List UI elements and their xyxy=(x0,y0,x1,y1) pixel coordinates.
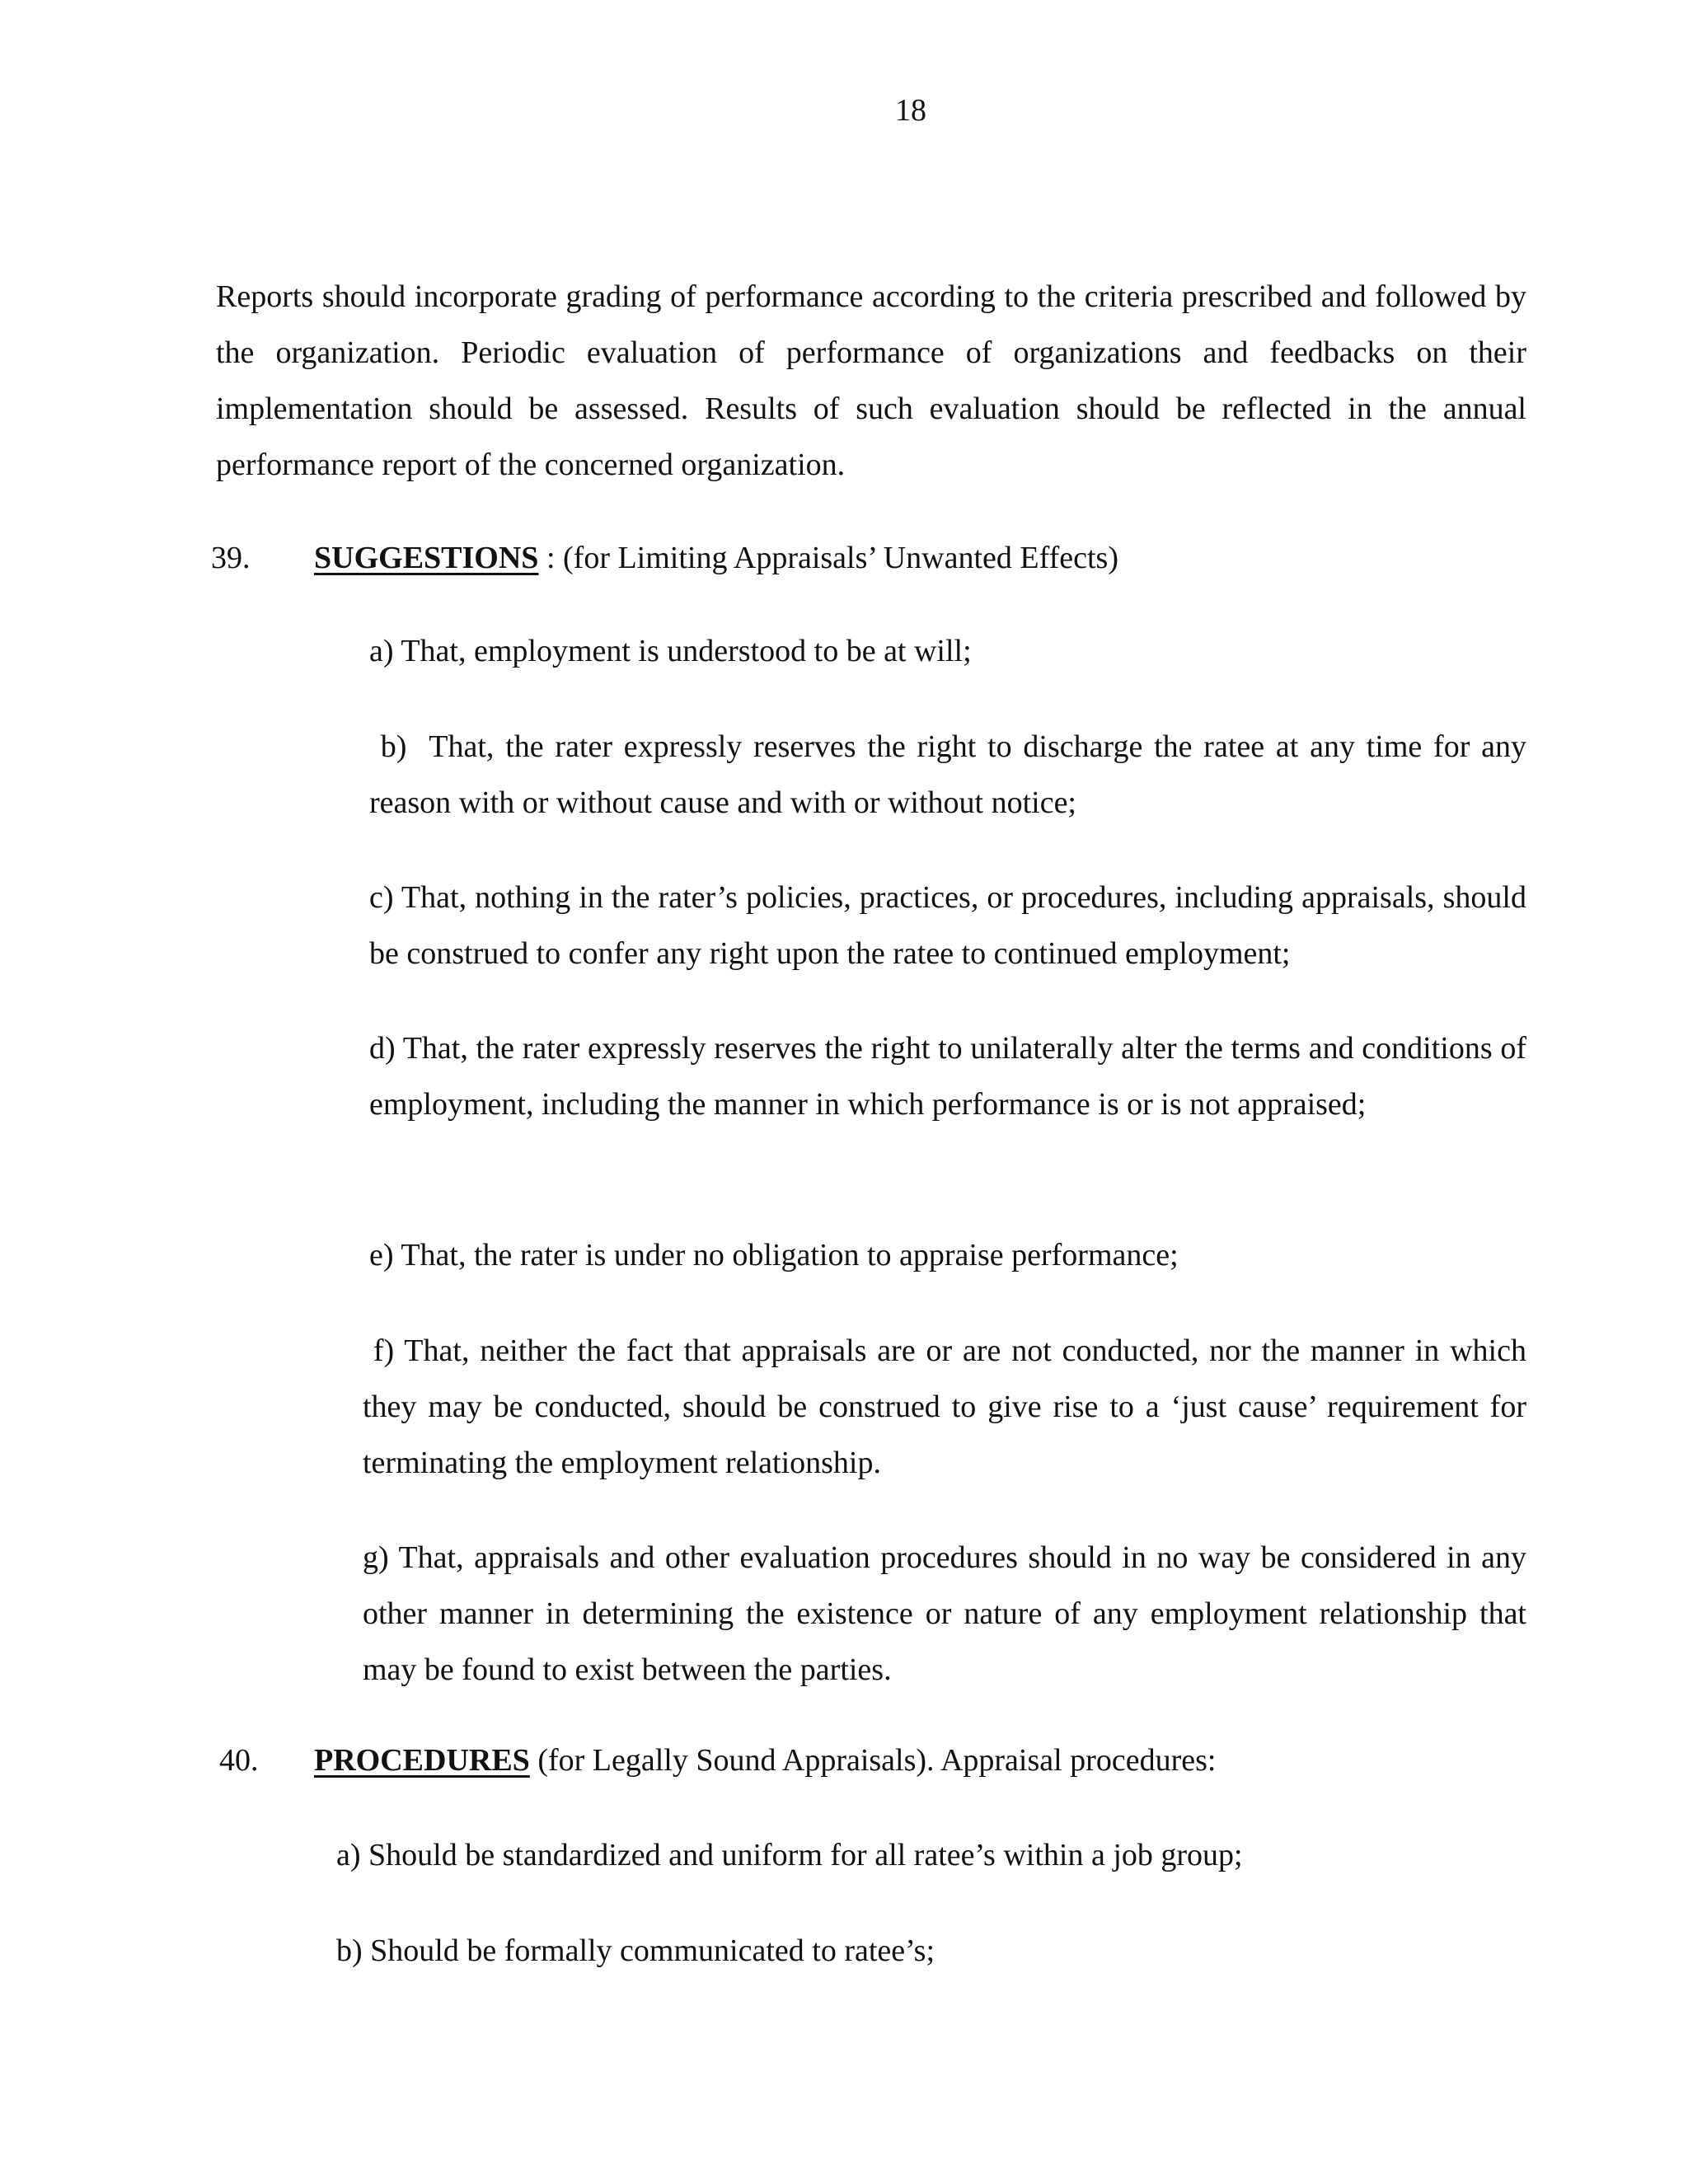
section-40-subtitle: (for Legally Sound Appraisals). Appraisal procedures: xyxy=(529,1743,1217,1778)
section-39-subtitle: : (for Limiting Appraisals’ Unwanted Effects) xyxy=(538,541,1118,575)
section-40-item-a: a) Should be standardized and uniform for all ratee’s within a job group; xyxy=(336,1838,1243,1872)
intro-paragraph: Reports should incorporate grading of performance according to the criteria prescribed and followed by the organization. Periodic evaluation of performance of organizations and feedbacks on their implementation should be assessed. Results of such evaluation should be reflected in the annual performance report of the concerned organization. xyxy=(216,279,1526,482)
section-40-number: 40. xyxy=(219,1743,259,1778)
section-39-item-a: a) That, employment is understood to be at will; xyxy=(369,634,972,668)
section-39-heading-text: SUGGESTIONS xyxy=(314,541,539,575)
page-number: 18 xyxy=(895,93,926,128)
section-39-item-g: g) That, appraisals and other evaluation procedures should in no way be considered in any other manner in determining the existence or nature of any employment relationship that may be found to exist between the parties. xyxy=(363,1540,1526,1687)
section-39-item-b: b) That, the rater expressly reserves the right to discharge the ratee at any time for any reason with or without cause and with or without notice; xyxy=(369,729,1535,820)
section-39-item-d: d) That, the rater expressly reserves the right to unilaterally alter the terms and conditions of employment, including the manner in which performance is or is not appraised; xyxy=(369,1031,1526,1122)
section-40-heading-text: PROCEDURES xyxy=(314,1743,530,1778)
section-39-title xyxy=(314,542,1118,574)
section-40-item-b: b) Should be formally communicated to ratee’s; xyxy=(336,1933,935,1968)
section-39-item-e: e) That, the rater is under no obligation to appraise performance; xyxy=(369,1238,1179,1272)
section-39-item-c: c) That, nothing in the rater’s policies, practices, or procedures, including appraisals, should be construed to confer any right upon the ratee to continued employment; xyxy=(369,880,1526,971)
section-39-item-f: f) That, neither the fact that appraisals are or are not conducted, nor the manner in which they may be conducted, should be construed to give rise to a ‘just cause’ requirement for terminating the employment relationship. xyxy=(363,1333,1535,1480)
section-40-title xyxy=(314,1745,1216,1776)
section-39-number: 39. xyxy=(211,541,251,575)
